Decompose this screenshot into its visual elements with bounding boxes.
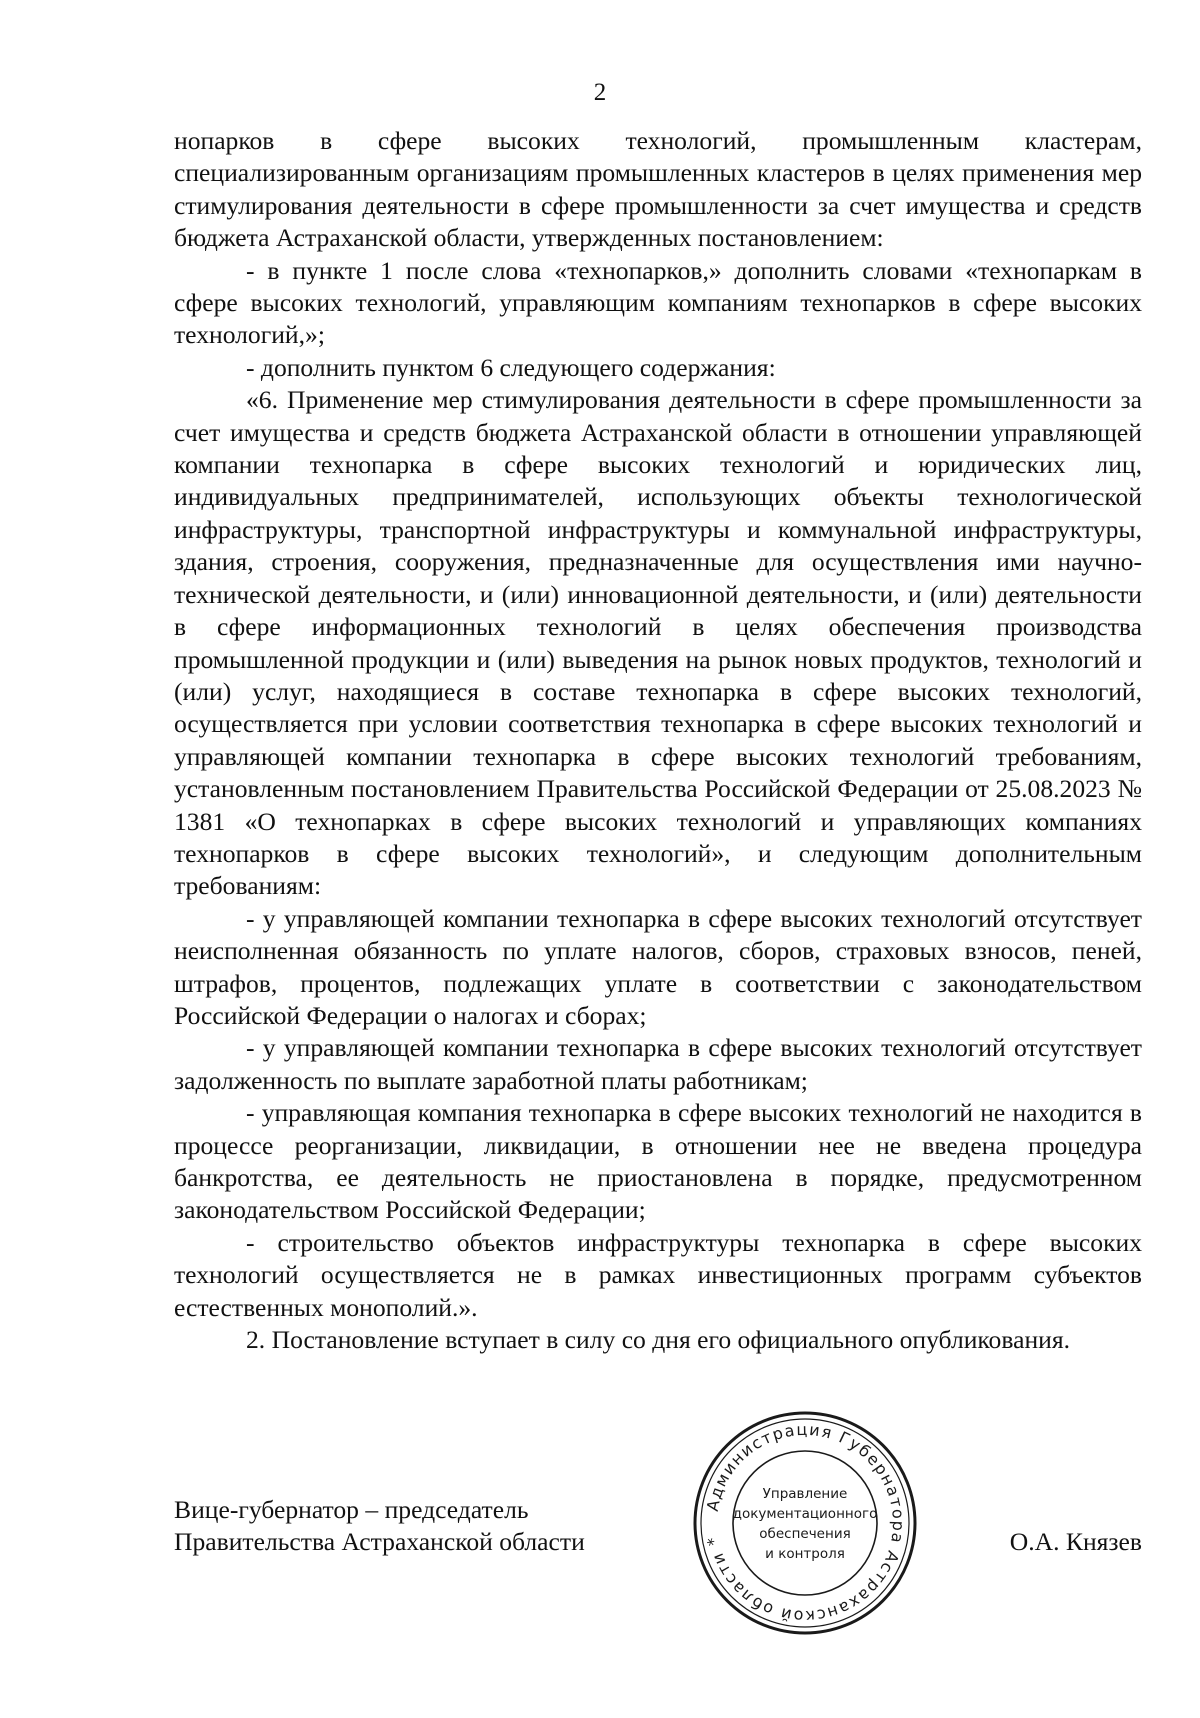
stamp-center-line-4: и контроля bbox=[765, 1546, 845, 1562]
paragraph-amendment-item1: - в пункте 1 после слова «технопарков,» дополнить словами «технопаркам в сфере высоких технологий, управляющим компаниям технопарков в сфере высоких технологий,»; bbox=[174, 255, 1142, 350]
signatory-position-line1: Вице-губернатор – председатель bbox=[174, 1495, 529, 1524]
paragraph-entry-into-force: 2. Постановление вступает в силу со дня его официального опубликования. bbox=[246, 1325, 1071, 1355]
document-body bbox=[174, 125, 1142, 1356]
paragraph-requirement-monopolies: - строительство объектов инфраструктуры технопарка в сфере высоких технологий осуществляется не в рамках инвестиционных программ субъектов естественных монополий.». bbox=[174, 1227, 1142, 1322]
stamp-outer-text: Администрация Губернатора Астраханской области * bbox=[702, 1419, 909, 1627]
page-number: 2 bbox=[593, 79, 607, 106]
paragraph-requirement-taxes: - у управляющей компании технопарка в сфере высоких технологий отсутствует неисполненная обязанность по уплате налогов, сборов, страховых взносов, пеней, штрафов, процентов, подлежащих уплате в соответствии с законодательством Российской Федерации о налогах и сборах; bbox=[174, 903, 1142, 1030]
stamp-center-line-1: Управление bbox=[762, 1486, 848, 1502]
stamp-center-line-3: обеспечения bbox=[759, 1526, 851, 1542]
paragraph-item6-text: «6. Применение мер стимулирования деятельности в сфере промышленности за счет имущества и средств бюджета Астраханской области в отношении управляющей компании технопарка в сфере высоких технологий и юридических лиц, индивидуальных предпринимателей, использующих объекты технологической инфраструктуры, транспортной инфраструктуры и коммунальной инфраструктуры, здания, строения, сооружения, предназначенные для осуществления ими научно-технической деятельности, и (или) инновационной деятельности, и (или) деятельности в сфере информационных технологий в целях обеспечения производства промышленной продукции и (или) выведения на рынок новых продуктов, технологий и (или) услуг, находящиеся в составе технопарка в сфере высоких технологий, осуществляется при условии соответствия технопарка в сфере высоких технологий и управляющей компании технопарка в сфере высоких технологий требованиям, установленным постановлением Правительства Российской Федерации от 25.08.2023 № 1381 «О технопарках в сфере высоких технологий и управляющих компаниях технопарков в сфере высоких технологий», и следующим дополнительным требованиям: bbox=[174, 385, 1142, 901]
paragraph-add-item6: - дополнить пунктом 6 следующего содержания: bbox=[246, 352, 776, 382]
paragraph-requirement-bankruptcy: - управляющая компания технопарка в сфере высоких технологий не находится в процессе реорганизации, ликвидации, в отношении нее не введена процедура банкротства, ее деятельность не приостановлена в порядке, предусмотренном законодательством Российской Федерации; bbox=[174, 1098, 1142, 1225]
stamp-center-line-2: документационного bbox=[732, 1506, 878, 1522]
signatory-position-line2: Правительства Астраханской области bbox=[174, 1527, 585, 1556]
signatory-position bbox=[174, 1494, 585, 1558]
stamp-seal-graphic bbox=[690, 1408, 920, 1638]
official-stamp bbox=[690, 1408, 920, 1638]
signatory-name: О.А. Князев bbox=[1009, 1527, 1142, 1556]
paragraph-requirement-salary: - у управляющей компании технопарка в сфере высоких технологий отсутствует задолженность по выплате заработной платы работникам; bbox=[174, 1033, 1142, 1095]
paragraph-continuation: нопарков в сфере высоких технологий, промышленным кластерам, специализированным организациям промышленных кластеров в целях применения мер стимулирования деятельности в сфере промышленности за счет имущества и средств бюджета Астраханской области, утвержденных постановлением: bbox=[174, 126, 1142, 253]
